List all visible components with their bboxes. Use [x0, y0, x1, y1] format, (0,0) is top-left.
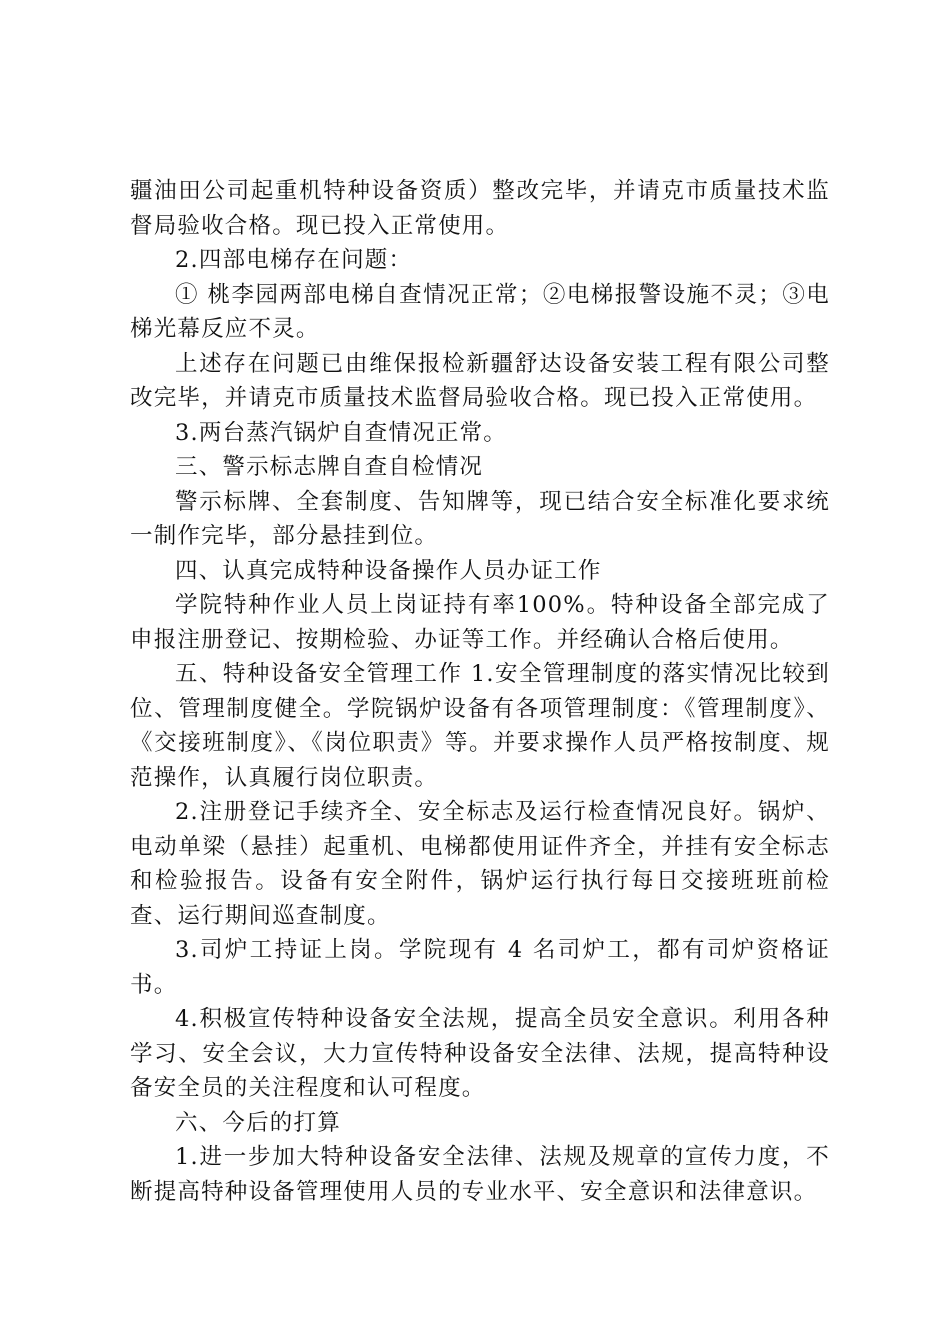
paragraph-continuation: 疆油田公司起重机特种设备资质）整改完毕，并请克市质量技术监督局验收合格。现已投入正常使用。 — [130, 178, 830, 239]
paragraph-elevator-issues-list: ① 桃李园两部电梯自查情况正常；②电梯报警设施不灵；③电梯光幕反应不灵。 — [130, 281, 830, 342]
paragraph-warning-signs: 警示标牌、全套制度、告知牌等，现已结合安全标准化要求统一制作完毕，部分悬挂到位。 — [130, 488, 830, 549]
paragraph-safety-management: 五、特种设备安全管理工作 1.安全管理制度的落实情况比较到位、管理制度健全。学院锅炉设备有各项管理制度：《管理制度》、《交接班制度》、《岗位职责》等。并要求操作人员严格按制度、规范操作，认真履行岗位职责。 — [130, 661, 830, 791]
paragraph-boiler-check: 3.两台蒸汽锅炉自查情况正常。 — [175, 419, 507, 446]
paragraph-certification: 学院特种作业人员上岗证持有率100%。特种设备全部完成了申报注册登记、按期检验、办证等工作。并经确认合格后使用。 — [130, 592, 830, 653]
document-body — [130, 174, 830, 1209]
paragraph-boiler-operators: 3.司炉工持证上岗。学院现有 4 名司炉工，都有司炉资格证书。 — [130, 937, 830, 998]
paragraph-future-plan-1: 1.进一步加大特种设备安全法律、法规及规章的宣传力度，不断提高特种设备管理使用人员的专业水平、安全意识和法律意识。 — [130, 1144, 830, 1205]
paragraph-elevator-rectification: 上述存在问题已由维保报检新疆舒达设备安装工程有限公司整改完毕，并请克市质量技术监督局验收合格。现已投入正常使用。 — [130, 350, 830, 411]
paragraph-elevator-issues-heading: 2.四部电梯存在问题： — [175, 247, 413, 273]
paragraph-promotion: 4.积极宣传特种设备安全法规，提高全员安全意识。利用各种学习、安全会议，大力宣传特种设备安全法律、法规，提高特种设备安全员的关注程度和认可程度。 — [130, 1006, 830, 1101]
paragraph-registration: 2.注册登记手续齐全、安全标志及运行检查情况良好。锅炉、电动单梁（悬挂）起重机、电梯都使用证件齐全，并挂有安全标志和检验报告。设备有安全附件，锅炉运行执行每日交接班班前检查、运行期间巡查制度。 — [130, 799, 830, 929]
section-heading-certification: 四、认真完成特种设备操作人员办证工作 — [175, 557, 602, 584]
section-heading-warning-signs: 三、警示标志牌自查自检情况 — [175, 454, 484, 480]
section-heading-future-plans: 六、今后的打算 — [175, 1109, 341, 1136]
